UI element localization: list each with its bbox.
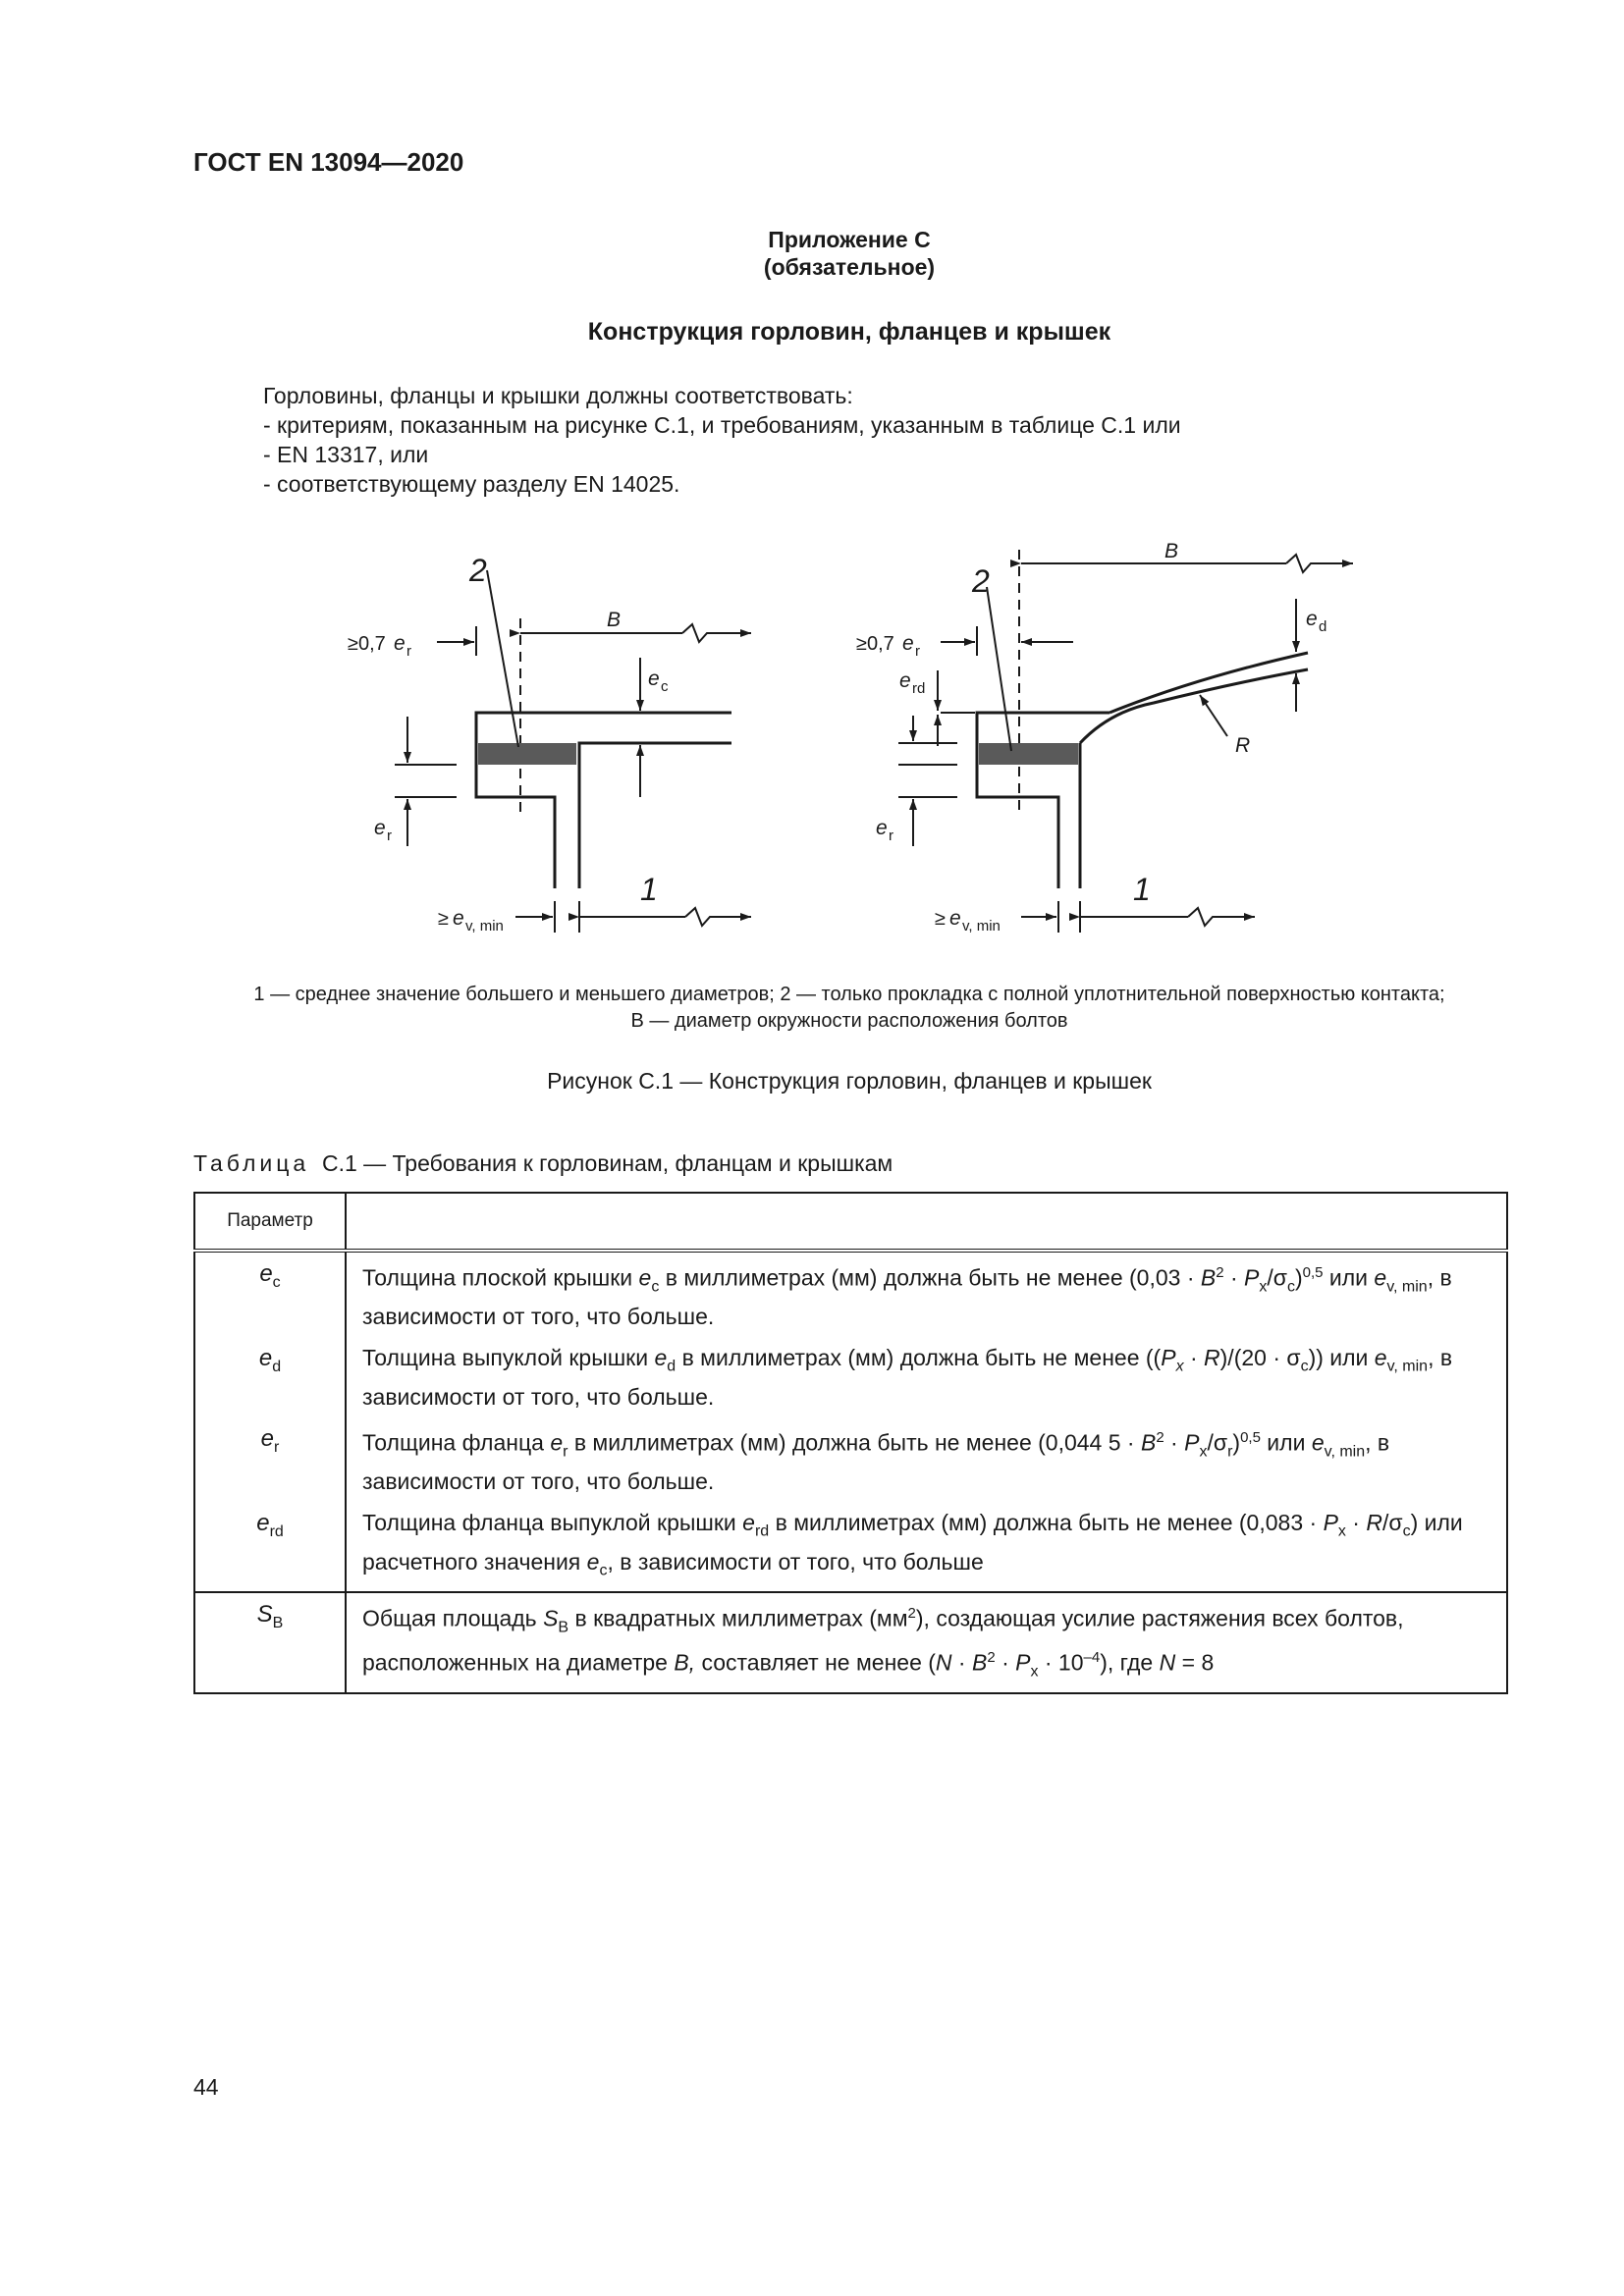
- label-e-left: e: [394, 632, 406, 655]
- param-symbol: $e_d$: [194, 1337, 346, 1417]
- table-caption-text: С.1 — Требования к горловинам, фланцам и крышкам: [321, 1150, 893, 1176]
- table-header-row: [194, 1193, 1507, 1251]
- label-evmin-sub-right: v, min: [962, 918, 1001, 934]
- label-evmin-e-left: e: [453, 907, 464, 930]
- table-row: [194, 1592, 1507, 1693]
- param-symbol: $e_c$: [194, 1251, 346, 1337]
- label-r-sub-left: r: [406, 643, 411, 660]
- right-gasket: [979, 743, 1078, 765]
- right-dimensions: [898, 555, 1353, 933]
- intro-line: - EN 13317, или: [263, 442, 429, 467]
- label-r-sub-right: r: [915, 643, 920, 660]
- table-row: [194, 1337, 1507, 1417]
- label-gasket-left: 2: [469, 553, 487, 588]
- intro-text: [263, 381, 1181, 499]
- label-ec-sub: c: [661, 678, 669, 695]
- label-b-left: B: [607, 609, 622, 631]
- legend-line: B — диаметр окружности расположения болтов: [630, 1010, 1068, 1032]
- label-ge-right: ≥: [935, 908, 946, 930]
- right-flange-drawing: [977, 550, 1308, 888]
- intro-line: - соответствующему разделу EN 14025.: [263, 471, 680, 497]
- label-er-sub-right: r: [889, 828, 893, 844]
- label-evmin-sub-left: v, min: [465, 918, 504, 934]
- label-er-e-left: e: [374, 817, 386, 839]
- legend-line: 1 — среднее значение большего и меньшего диаметров; 2 — только прокладка с полной уплотнительной поверхностью контакта;: [253, 984, 1445, 1005]
- label-er-e-right: e: [876, 817, 888, 839]
- figure-caption: Рисунок С.1 — Конструкция горловин, фланцев и крышек: [547, 1068, 1152, 1094]
- table-row: [194, 1251, 1507, 1337]
- document-code: ГОСТ EN 13094—2020: [193, 147, 464, 177]
- param-symbol: $e_{rd}$: [194, 1502, 346, 1592]
- param-description: Толщина фланца $e_r$ в миллиметрах (мм) должна быть не менее (0,044 $5 \cdot B^2 \cdot P_x/\sigma_r)^{0,5}$ или $e_{v, min}$, в зависимости от того, что больше.: [346, 1417, 1507, 1502]
- param-symbol: $e_r$: [194, 1417, 346, 1502]
- label-ge-left: ≥: [438, 908, 449, 930]
- label-er-sub-left: r: [387, 828, 392, 844]
- param-description: Толщина выпуклой крышки $e_d$ в миллиметрах (мм) должна быть не менее $((P_x \cdot R)/(20 \cdot \sigma_c))$ или $e_{v, min}$, в зависимости от того, что больше.: [346, 1337, 1507, 1417]
- label-erd-sub: rd: [912, 680, 926, 697]
- param-symbol: $S_B$: [194, 1592, 346, 1693]
- section-title: Конструкция горловин, фланцев и крышек: [587, 318, 1111, 346]
- right-labels: [856, 540, 1326, 934]
- header-parameter: Параметр: [194, 1193, 346, 1251]
- label-mean-right: 1: [1133, 872, 1151, 907]
- param-description: Толщина фланца выпуклой крышки $e_{rd}$ в миллиметрах (мм) должна быть не менее $(0,083 \cdot P_x \cdot R/\sigma_c)$ или расчетного значения $e_c$, в зависимости от того, что больше: [346, 1502, 1507, 1592]
- intro-line: - критериям, показанным на рисунке С.1, и требованиям, указанным в таблице С.1 или: [263, 412, 1181, 438]
- table-caption-prefix: Таблица: [193, 1150, 310, 1176]
- appendix-title: Приложение С: [768, 227, 931, 252]
- label-mean-left: 1: [640, 872, 658, 907]
- page-number: 44: [193, 2074, 219, 2100]
- label-ed-e: e: [1306, 608, 1318, 630]
- figure-legend: [187, 982, 1512, 1035]
- table-row: [194, 1417, 1507, 1502]
- param-description: Толщина плоской крышки $e_c$ в миллиметрах (мм) должна быть не менее $(0,03 \cdot B^2 \cdot P_x/\sigma_c)^{0,5}$ или $e_{v, min}$, в зависимости от того, что больше.: [346, 1251, 1507, 1337]
- label-gasket-right: 2: [972, 563, 990, 599]
- label-ed-sub: d: [1319, 618, 1327, 635]
- intro-line: Горловины, фланцы и крышки должны соответствовать:: [263, 383, 853, 408]
- left-gasket: [478, 743, 576, 765]
- label-radius: R: [1235, 734, 1251, 757]
- appendix-subtitle: (обязательное): [763, 254, 936, 280]
- header-description: [346, 1193, 1507, 1251]
- param-description: Общая площадь $S_B$ в квадратных миллиметрах $(мм^2)$, создающая усилие растяжения всех болтов, расположенных на диаметре B, составляет не менее $(N \cdot B^2 \cdot P_x \cdot 10^{-4})$, где N = 8: [346, 1592, 1507, 1693]
- label-ge07-left: ≥0,7: [348, 633, 386, 655]
- label-ge07-right: ≥0,7: [856, 633, 894, 655]
- requirements-table: [193, 1192, 1508, 1694]
- label-erd-e: e: [899, 669, 911, 692]
- table-row: [194, 1502, 1507, 1592]
- table-caption: [193, 1150, 893, 1177]
- appendix-heading: [0, 226, 1624, 281]
- label-evmin-e-right: e: [949, 907, 961, 930]
- figure-c1-diagram: [0, 530, 1624, 962]
- label-ec-e: e: [648, 667, 660, 690]
- label-b-right: B: [1164, 540, 1179, 562]
- label-e-right: e: [902, 632, 914, 655]
